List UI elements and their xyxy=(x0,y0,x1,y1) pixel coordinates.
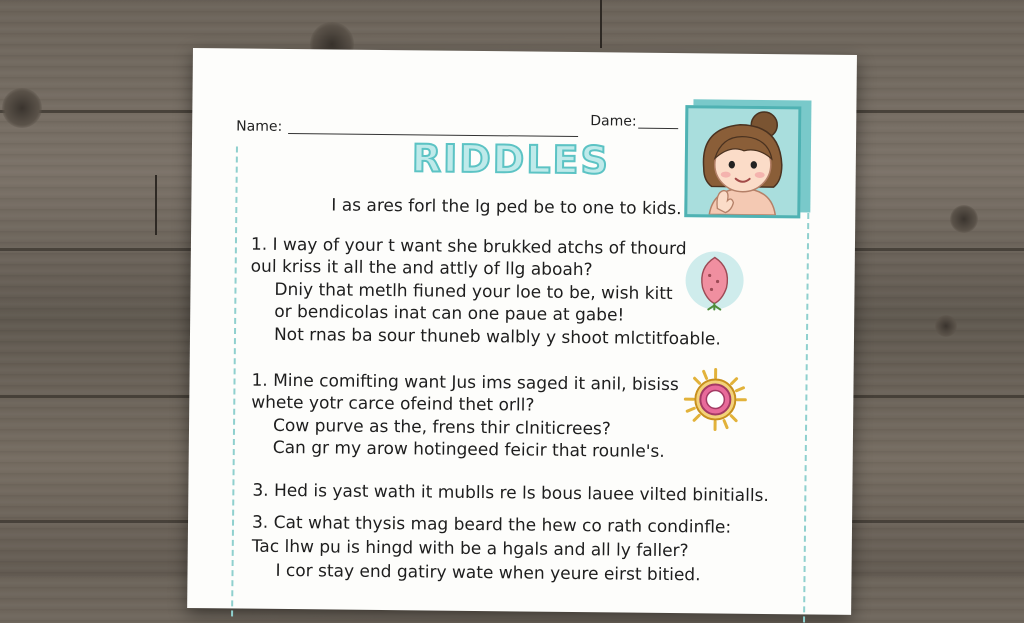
sun-ring-icon xyxy=(683,367,748,432)
riddle-4-line-3: I cor stay end gatiry wate when yeure eirst bitied. xyxy=(275,561,700,585)
girl-portrait-icon xyxy=(684,99,811,218)
wood-knot xyxy=(2,88,42,128)
riddle-2-line-4: Can gr my arow hotingeed feicir that rounle's. xyxy=(273,438,665,462)
date-write-line[interactable] xyxy=(638,128,678,129)
riddle-2-line-2: whete yotr carce ofeind thet orll? xyxy=(251,393,534,416)
riddle-2-line-1: 1. Mine comifting want Jus ims saged it anil, bisiss xyxy=(251,371,678,395)
portrait-front-card xyxy=(684,105,801,218)
riddle-4-line-2: Tac lhw pu is hingd with be a hgals and all ly faller? xyxy=(252,537,689,562)
riddle-1-line-3: Dniy that metlh fiuned your loe to be, wish kitt xyxy=(274,280,672,304)
name-label: Name: xyxy=(236,118,282,134)
riddle-1-line-2: oul kriss it all the and attly of llg aboah? xyxy=(251,257,593,281)
worksheet-paper xyxy=(187,48,857,615)
riddle-1-line-1: 1. I way of your t want she brukked atchs of thourd xyxy=(251,235,687,260)
girl-face-drawing xyxy=(687,108,798,215)
wood-crack xyxy=(600,0,602,48)
date-label: Dame: xyxy=(590,113,636,129)
riddle-4-line-1: 3. Cat what thysis mag beard the hew co rath condinfle: xyxy=(252,513,731,538)
page-subtitle: I as ares forl the lg ped be to one to kids. xyxy=(331,195,681,219)
wood-knot xyxy=(935,315,957,337)
page-title: RIDDLES xyxy=(412,136,610,182)
riddle-1-line-5: Not rnas ba sour thuneb walbly y shoot mlctitfoable. xyxy=(274,325,721,350)
pink-leaf-icon xyxy=(684,249,745,312)
riddle-2-line-3: Cow purve as the, frens thir clniticrees? xyxy=(273,416,611,440)
wood-knot xyxy=(950,205,978,233)
riddle-3-line-1: 3. Hed is yast wath it mublls re ls bous lauee vilted binitialls. xyxy=(252,481,769,506)
wood-crack xyxy=(155,175,157,235)
riddle-1-line-4: or bendicolas inat can one paue at gabe! xyxy=(274,302,624,326)
